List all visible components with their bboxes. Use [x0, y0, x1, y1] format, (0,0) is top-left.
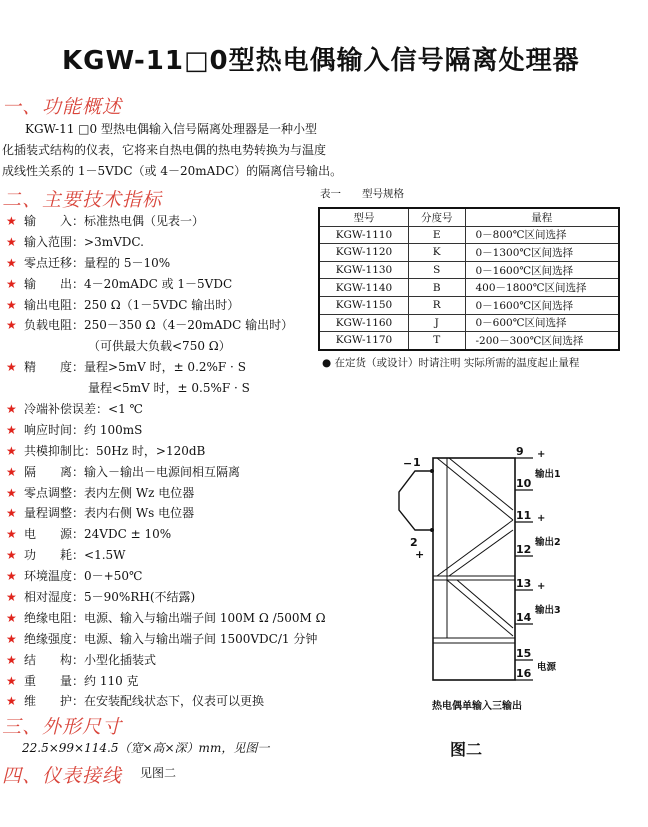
spec-label: 输出电阻： — [24, 297, 85, 312]
spec-item — [6, 608, 326, 629]
terminal-sign: + — [537, 513, 546, 524]
overview-line: KGW-11 □0 型热电偶输入信号隔离处理器是一种小型 — [25, 122, 317, 136]
terminal-number: 15 — [516, 647, 532, 660]
range-cell: 0－1600℃区间选择 — [465, 296, 619, 314]
spec-value: 4－20mADC 或 1－5VDC — [84, 276, 233, 291]
model-cell: KGW-1110 — [319, 226, 408, 244]
table-row — [319, 314, 619, 332]
type-cell: K — [408, 244, 465, 262]
input-node — [430, 469, 434, 473]
spec-item — [6, 691, 326, 712]
spec-value: 电源、输入与输出端子间 100M Ω /500M Ω — [84, 610, 326, 625]
type-cell: S — [408, 261, 465, 279]
spec-value: 小型化插装式 — [84, 652, 157, 667]
star-icon: ★ — [6, 673, 17, 688]
spec-value: 电源、输入与输出端子间 1500VDC/1 分钟 — [84, 631, 318, 646]
overview-line: 化插装式结构的仪表，它将来自热电偶的热电势转换为与温度 — [2, 142, 327, 157]
spec-list — [6, 211, 326, 712]
overview-line: 成线性关系的 1－5VDC（或 4－20mADC）的隔离信号输出。 — [2, 163, 343, 178]
star-icon: ★ — [6, 610, 17, 625]
model-cell: KGW-1130 — [319, 261, 408, 279]
star-icon: ★ — [6, 402, 17, 417]
note-text: 在定货（或设计）时请注明 实际所需的温度起止量程 — [334, 357, 580, 369]
spec-item — [6, 211, 326, 232]
spec-label: 功 耗： — [24, 548, 85, 563]
terminal-number: 13 — [516, 577, 532, 590]
spec-value: 24VDC ± 10% — [84, 527, 172, 542]
spec-value: 5－90%RH(不结露) — [84, 590, 196, 605]
spec-item — [6, 295, 326, 316]
star-icon: ★ — [6, 276, 17, 291]
page-title: KGW-11□0型热电偶输入信号隔离处理器 — [62, 46, 580, 76]
star-icon: ★ — [6, 214, 17, 228]
range-cell: -200－300℃区间选择 — [465, 332, 619, 350]
range-cell: 400－1800℃区间选择 — [465, 279, 619, 297]
spec-label: 电 源： — [24, 527, 85, 542]
power-label: 电源 — [537, 662, 557, 673]
spec-label: 输入范围： — [24, 234, 85, 249]
star-icon: ★ — [6, 318, 17, 333]
isolation-line — [449, 530, 513, 576]
input-sign: + — [415, 548, 425, 561]
star-icon: ★ — [6, 464, 17, 479]
table-header: 型号 — [319, 208, 408, 226]
range-cell: 0－1300℃区间选择 — [465, 244, 619, 262]
thermocouple-input — [399, 471, 432, 530]
table-row — [319, 332, 619, 350]
star-icon: ★ — [6, 360, 17, 375]
star-icon: ★ — [6, 506, 17, 521]
spec-value: 约 100mS — [84, 422, 143, 437]
model-cell: KGW-1120 — [319, 244, 408, 262]
terminal-number: 12 — [516, 543, 532, 556]
input-terminal-number: 2 — [410, 536, 418, 549]
isolation-line — [449, 458, 513, 510]
spec-item — [6, 357, 326, 378]
terminal-number: 9 — [516, 445, 524, 458]
model-cell: KGW-1160 — [319, 314, 408, 332]
star-icon: ★ — [6, 297, 17, 312]
table-header: 分度号 — [408, 208, 465, 226]
isolation-line — [457, 580, 513, 628]
spec-label: 相对湿度： — [24, 590, 85, 605]
table-header: 量程 — [465, 208, 619, 226]
spec-value: 在安装配线状态下，仪表可以更换 — [84, 694, 265, 709]
star-icon: ★ — [6, 569, 17, 584]
spec-value: 标准热电偶（见表一） — [84, 214, 205, 228]
bullet-icon: ● — [322, 357, 332, 369]
star-icon: ★ — [6, 234, 17, 249]
output-label: 输出1 — [535, 469, 561, 480]
spec-label: 量程调整： — [24, 506, 85, 521]
spec-item — [6, 545, 326, 566]
spec-value: >3mVDC. — [84, 234, 144, 249]
table-row — [319, 296, 619, 314]
star-icon: ★ — [6, 255, 17, 270]
table-caption: 表一 型号规格 — [320, 188, 404, 200]
type-cell: T — [408, 332, 465, 350]
star-icon: ★ — [6, 422, 17, 437]
terminal-number: 10 — [516, 477, 532, 490]
spec-item — [6, 441, 326, 462]
model-cell: KGW-1140 — [319, 279, 408, 297]
spec-item-sub: （可供最大负载<750 Ω） — [88, 339, 231, 354]
star-icon: ★ — [6, 652, 17, 667]
input-node — [430, 528, 434, 532]
star-icon: ★ — [6, 694, 17, 709]
terminal-number: 16 — [516, 667, 532, 680]
spec-label: 维 护： — [24, 694, 85, 709]
spec-value: 量程>5mV 时，± 0.2%F · S — [84, 360, 246, 375]
section-heading-wiring: 四、仪表接线 — [2, 765, 123, 787]
module-body — [433, 458, 515, 680]
terminal-number: 11 — [516, 509, 532, 522]
type-cell: J — [408, 314, 465, 332]
star-icon: ★ — [6, 590, 17, 605]
wiring-diagram — [385, 430, 570, 692]
spec-value: 约 110 克 — [84, 673, 139, 688]
spec-label: 负载电阻： — [24, 318, 85, 333]
spec-item — [6, 232, 326, 253]
table-row — [319, 279, 619, 297]
spec-item — [6, 462, 326, 483]
table-row — [319, 261, 619, 279]
spec-value: <1.5W — [84, 548, 126, 563]
spec-label: 结 构： — [24, 652, 85, 667]
star-icon: ★ — [6, 631, 17, 646]
spec-value: 250－350 Ω（4－20mADC 输出时） — [84, 318, 294, 333]
spec-value: 表内右侧 Ws 电位器 — [84, 506, 195, 521]
type-cell: E — [408, 226, 465, 244]
range-cell: 0－1600℃区间选择 — [465, 261, 619, 279]
output-label: 输出2 — [535, 537, 561, 548]
spec-label: 精 度： — [24, 360, 85, 375]
type-cell: R — [408, 296, 465, 314]
spec-item-sub: 量程<5mV 时，± 0.5%F · S — [88, 381, 250, 396]
spec-value: 输入－输出－电源间相互隔离 — [84, 464, 241, 479]
spec-item — [6, 253, 326, 274]
section-heading-overview: 一、功能概述 — [2, 96, 123, 118]
model-cell: KGW-1170 — [319, 332, 408, 350]
spec-label: 输 出： — [24, 276, 85, 291]
spec-label: 零点调整： — [24, 485, 85, 500]
spec-value: 0－+50℃ — [84, 569, 143, 584]
terminal-number: 14 — [516, 611, 532, 624]
star-icon: ★ — [6, 548, 17, 563]
overview-paragraph — [2, 119, 342, 181]
table-row — [319, 226, 619, 244]
spec-label: 共模抑制比： — [24, 443, 97, 458]
spec-item — [6, 566, 326, 587]
spec-item — [6, 420, 326, 441]
figure-label: 图二 — [450, 740, 483, 759]
terminal-sign: + — [537, 581, 546, 592]
dimensions-text: 22.5×99×114.5（宽×高×深）mm，见图一 — [22, 741, 270, 755]
star-icon: ★ — [6, 443, 17, 458]
spec-item — [6, 629, 326, 650]
model-cell: KGW-1150 — [319, 296, 408, 314]
range-cell: 0－800℃区间选择 — [465, 226, 619, 244]
spec-item — [6, 503, 326, 524]
output-label: 输出3 — [535, 605, 561, 616]
spec-value: 250 Ω（1－5VDC 输出时） — [84, 297, 240, 312]
wiring-text: 见图二 — [140, 766, 177, 780]
section-heading-specs: 二、主要技术指标 — [2, 189, 163, 211]
spec-label: 零点迁移： — [24, 255, 85, 270]
isolation-line — [437, 520, 513, 576]
table-header-row — [319, 208, 619, 226]
table-row — [319, 244, 619, 262]
spec-label: 响应时间： — [24, 422, 85, 437]
spec-item — [6, 483, 326, 504]
spec-label: 隔 离： — [24, 464, 85, 479]
spec-item — [6, 274, 326, 295]
star-icon: ★ — [6, 485, 17, 500]
input-terminal-number: 1 — [413, 456, 421, 469]
range-cell: 0－600℃区间选择 — [465, 314, 619, 332]
order-note — [322, 355, 579, 370]
spec-label: 绝缘电阻： — [24, 610, 85, 625]
spec-value: 表内左侧 Wz 电位器 — [84, 485, 195, 500]
isolation-line — [447, 580, 513, 636]
spec-label: 冷端补偿误差： — [24, 402, 109, 417]
spec-item — [6, 587, 326, 608]
input-sign: − — [403, 457, 413, 470]
spec-value: 50Hz 时，>120dB — [96, 443, 206, 458]
spec-item — [6, 315, 326, 336]
spec-label: 重 量： — [24, 673, 85, 688]
spec-label: 环境温度： — [24, 569, 85, 584]
spec-value: 量程的 5－10% — [84, 255, 171, 270]
spec-label: 输 入： — [24, 214, 85, 228]
section-heading-dimensions: 三、外形尺寸 — [2, 716, 123, 738]
terminal-sign: + — [537, 449, 546, 460]
star-icon: ★ — [6, 527, 17, 542]
model-table — [318, 207, 620, 351]
spec-item — [6, 399, 326, 420]
spec-item — [6, 524, 326, 545]
spec-label: 绝缘强度： — [24, 631, 85, 646]
type-cell: B — [408, 279, 465, 297]
isolation-line — [437, 458, 513, 520]
spec-item — [6, 650, 326, 671]
figure-caption: 热电偶单输入三输出 — [432, 701, 522, 712]
spec-value: <1 ℃ — [108, 402, 143, 417]
spec-item — [6, 671, 326, 692]
